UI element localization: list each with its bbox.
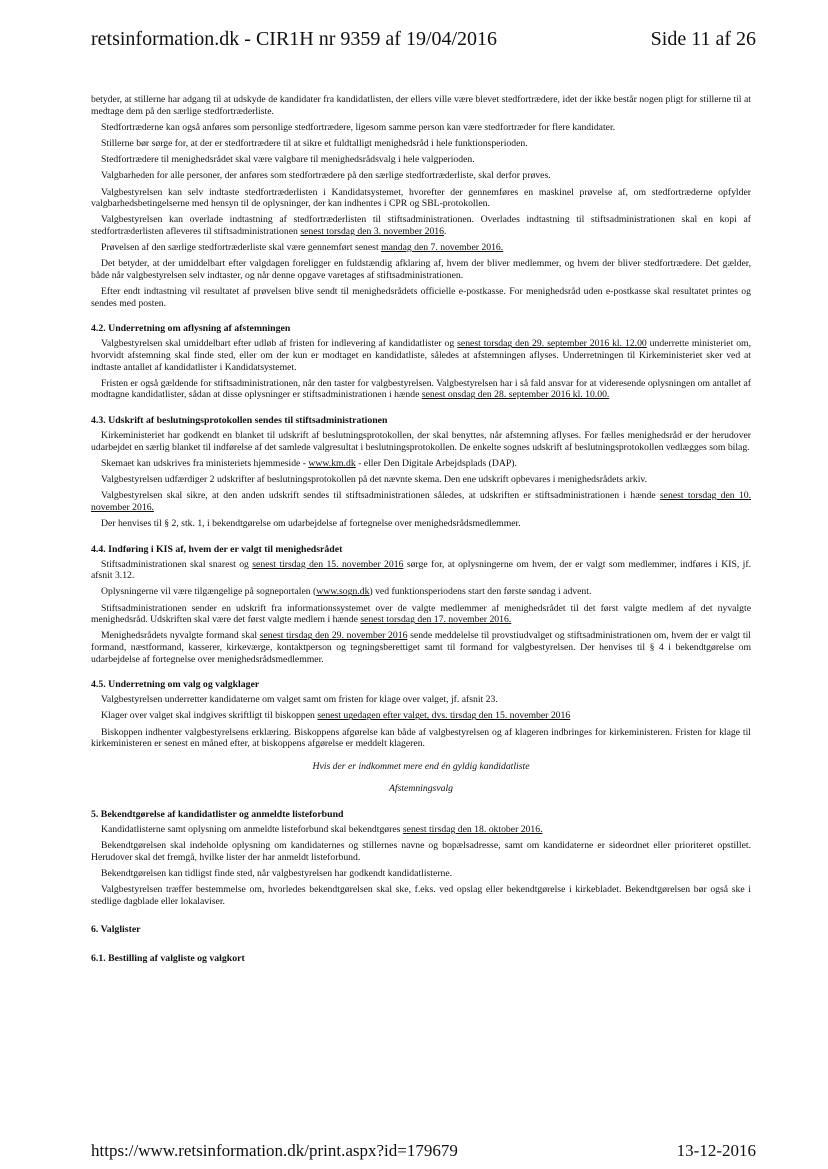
paragraph: Stedfortrædere til menighedsrådet skal være valgbare til menighedsrådsvalg i hele valgperioden. [101, 154, 475, 166]
km-link[interactable]: www.km.dk [308, 457, 356, 469]
paragraph [91, 242, 751, 254]
deadline-text: senest torsdag den 17. november 2016. [360, 614, 512, 626]
paragraph [91, 378, 751, 401]
deadline-text: mandag den 7. november 2016. [381, 242, 504, 254]
section-heading-5: 5. Bekendtgørelse af kandidatlister og anmeldte listeforbund [91, 809, 344, 820]
italic-subheading: Hvis der er indkommet mere end én gyldig kandidatliste [312, 760, 530, 772]
paragraph: Der henvises til § 2, stk. 1, i bekendtgørelse om udarbejdelse af fortegnelse over menighedsrådsmedlemmer. [101, 517, 521, 529]
paragraph-text: Klager over valget skal indgives skriftligt til biskoppen [101, 710, 318, 722]
paragraph [91, 338, 751, 373]
paragraph-text: Skemaet kan udskrives fra ministeriets hjemmeside - [101, 457, 309, 469]
paragraph [91, 603, 751, 626]
paragraph-text: Fristen er også gældende for stiftsadministrationen, når den taster for valgbestyrelsen. Valgbestyrelsen har i så fald ansvar for at videresende oplysningen om antallet af modtagne kandidatlister, sådan at disse oplysninger er stiftsadministrationen i hænde [91, 377, 751, 401]
page-number: Side 11 af 26 [650, 28, 756, 50]
paragraph: Biskoppen indhenter valgbestyrelsens erklæring. Biskoppens afgørelse kan både af valgbestyrelsen og af klageren indbringes for kirkeministeren. Fristen for klage til kirkeministeren er senest en måned efter, at biskoppens afgørelse er meddelt klageren. [91, 726, 751, 750]
section-heading-4-2: 4.2. Underretning om aflysning af afstemningen [91, 323, 291, 335]
paragraph-text: sende meddelelse til provstiudvalget og stiftsadministrationen om, hvem der er valgt til formand, næstformand, kasserer, kirkeværge, kontaktperson og tegningsberettiget samt til formand for valgbestyrelsen. Der henvises til § 4 i bekendtgørelse om udarbejdelse af fortegnelse over menighedsrådsmedlemmer. [91, 630, 751, 665]
paragraph-text: Menighedsrådets nyvalgte formand skal [101, 630, 260, 642]
paragraph [91, 458, 751, 470]
paragraph: Valgbestyrelsen træffer bestemmelse om, hvorledes bekendtgørelsen skal ske, f.eks. ved opslag eller bekendtgørelse i kirkebladet. Bekendtgørelsen bør også ske i stedlige dagblade eller lokalaviser. [91, 884, 751, 907]
sogn-link[interactable]: www.sogn.dk [316, 586, 370, 598]
italic-subheading: Afstemningsvalg [388, 783, 454, 795]
section-heading-6-1: 6.1. Bestilling af valgliste og valgkort [91, 953, 245, 965]
deadline-text: senest torsdag den 10. november 2016. [91, 490, 751, 513]
paragraph-text: Valgbestyrelsen kan overlade indtastning af stedfortræderlisten til stiftsadministrationen. Overlades indtastning til stiftsadministrationen skal en kopi af stedfortræderlisten afleveres til stiftsadministrationen [91, 214, 751, 237]
deadline-text: senest onsdag den 28. september 2016 kl. 10.00. [421, 389, 610, 401]
footer-url: https://www.retsinformation.dk/print.aspx?id=179679 [91, 1141, 458, 1160]
deadline-text: senest torsdag den 3. november 2016 [300, 225, 444, 237]
paragraph-text: Valgbestyrelsen skal umiddelbart efter udløb af fristen for indlevering af kandidatlister og [101, 338, 458, 350]
section-heading-4-3: 4.3. Udskrift af beslutningsprotokollen sendes til stiftsadministrationen [91, 414, 388, 426]
paragraph: Valgbestyrelsen udfærdiger 2 udskrifter af beslutningsprotokollen på det nævnte skema. Den ene udskrift opbevares i menighedsrådets arkiv. [101, 473, 648, 485]
deadline-text: senest tirsdag den 15. november 2016 [252, 558, 404, 570]
paragraph-text: Valgbestyrelsen skal sikre, at den anden udskrift sendes til stiftsadministrationen således, at udskriften er stiftsadministrationen i hænde [101, 490, 660, 502]
paragraph-text: Stiftsadministrationen skal snarest og [101, 558, 253, 570]
paragraph [91, 490, 751, 513]
paragraph: Bekendtgørelsen skal indeholde oplysning om kandidaternes og stillernes navne og bopælsadresse, samt om kandidaterne er sideordnet eller prioriteret opstillet. Herudover skal det fremgå, hvilke lister der har anmeldt listeforbund. [91, 840, 751, 863]
paragraph [91, 586, 751, 598]
paragraph [91, 214, 751, 237]
deadline-text: senest tirsdag den 18. oktober 2016. [402, 824, 543, 836]
paragraph: betyder, at stillerne har adgang til at udskyde de kandidater fra kandidatlisten, der ellers ville være blevet stedfortrædere, idet der ikke består nogen pligt for stillerne til at medtage dem på den særlige stedfortræderliste. [91, 94, 751, 117]
paragraph-text: . [443, 225, 447, 237]
deadline-text: senest tirsdag den 29. november 2016 [259, 630, 408, 642]
section-heading-4-5: 4.5. Underretning om valg og valgklager [91, 679, 260, 691]
paragraph-text: Stiftsadministrationen sender en udskrift fra informationssystemet over de valgte medlemmer af menighedsrådet til det først valgte medlem af det nyvalgte menighedsråd. Udskriften skal være det først valgte medlem i hænde [91, 602, 751, 626]
paragraph-text: Prøvelsen af den særlige stedfortræderliste skal være gennemført senest [101, 242, 382, 254]
paragraph [91, 710, 751, 722]
paragraph-text: Oplysningerne vil være tilgængelige på sogneportalen ( [101, 586, 317, 598]
paragraph: Valgbestyrelsen kan selv indtaste stedfortræderlisten i Kandidatsystemet, hvorefter der gennemføres en maskinel prøvelse af, om stedfortræderne opfylder valgbarhedsbetingelserne med hensyn til de oplysninger, der kan indhentes i CPR og SBL-protokollen. [91, 186, 751, 210]
deadline-text: senest ugedagen efter valget, dvs. tirsdag den 15. november 2016 [317, 710, 571, 722]
document-body [91, 94, 751, 968]
paragraph-text: - eller Den Digitale Arbejdsplads (DAP). [355, 457, 517, 469]
footer-date: 13-12-2016 [676, 1141, 756, 1160]
paragraph-text: underrette ministeriet om, hvorvidt afstemning skal finde sted, eller om der kun er modtaget en kandidatliste, således at afstemningen aflyses. Underretningen til Kirkeministeriet sker ved at indtaste antallet af kandidatlister i Kandidatsystemet. [91, 338, 752, 373]
paragraph [91, 630, 751, 665]
section-heading-4-4: 4.4. Indføring i KIS af, hvem der er valgt til menighedsrådet [91, 543, 343, 555]
paragraph [91, 559, 751, 582]
paragraph: Det betyder, at der umiddelbart efter valgdagen foreligger en fuldstændig afklaring af, hvem der bliver medlemmer, og hvem der bliver stedfortrædere. Det gælder, både når valgbestyrelsen selv indtaster, og når denne opgave varetages af stiftsadministrationen. [91, 258, 751, 281]
paragraph: Kirkeministeriet har godkendt en blanket til udskrift af beslutningsprotokollen, der skal benyttes, når afstemning aflyses. For fælles menighedsråd er der herudover udarbejdet en særlig blanket til indførelse af det samlede valgresultat i beslutningsprotokollen. De enkelte sognes udskrift af beslutningsprotokollen vedlægges som bilag. [91, 430, 751, 453]
paragraph-text: ) ved funktionsperiodens start den første søndag i advent. [369, 586, 592, 598]
paragraph-text: Kandidatlisterne samt oplysning om anmeldte listeforbund skal bekendtgøres [101, 824, 403, 836]
document-header-title: retsinformation.dk - CIR1H nr 9359 af 19/04/2016 [91, 28, 498, 50]
paragraph: Stillerne bør sørge for, at der er stedfortrædere til at sikre et fuldtalligt menighedsråd i hele funktionsperioden. [101, 137, 528, 149]
deadline-text: senest torsdag den 29. september 2016 kl. 12.00 [457, 338, 647, 350]
paragraph: Valgbestyrelsen underretter kandidaterne om valget samt om fristen for klage over valget, jf. afsnit 23. [101, 694, 498, 706]
paragraph: Valgbarheden for alle personer, der anføres som stedfortrædere på den særlige stedfortræderliste, skal derfor prøves. [101, 170, 551, 182]
paragraph [91, 824, 751, 836]
paragraph: Efter endt indtastning vil resultatet af prøvelsen blive sendt til menighedsrådets officielle e-postkasse. For menighedsråd uden e-postkasse skal resultatet printes og sendes med posten. [91, 286, 751, 309]
paragraph-text: sørge for, at oplysningerne om hvem, der er valgt som medlemmer, indføres i KIS, jf. afsnit 3.12. [91, 558, 751, 582]
section-heading-6: 6. Valglister [91, 924, 141, 936]
paragraph: Bekendtgørelsen kan tidligst finde sted, når valgbestyrelsen har godkendt kandidatlisterne. [101, 868, 453, 880]
paragraph: Stedfortræderne kan også anføres som personlige stedfortrædere, ligesom samme person kan være stedfortræder for flere kandidater. [101, 121, 616, 133]
